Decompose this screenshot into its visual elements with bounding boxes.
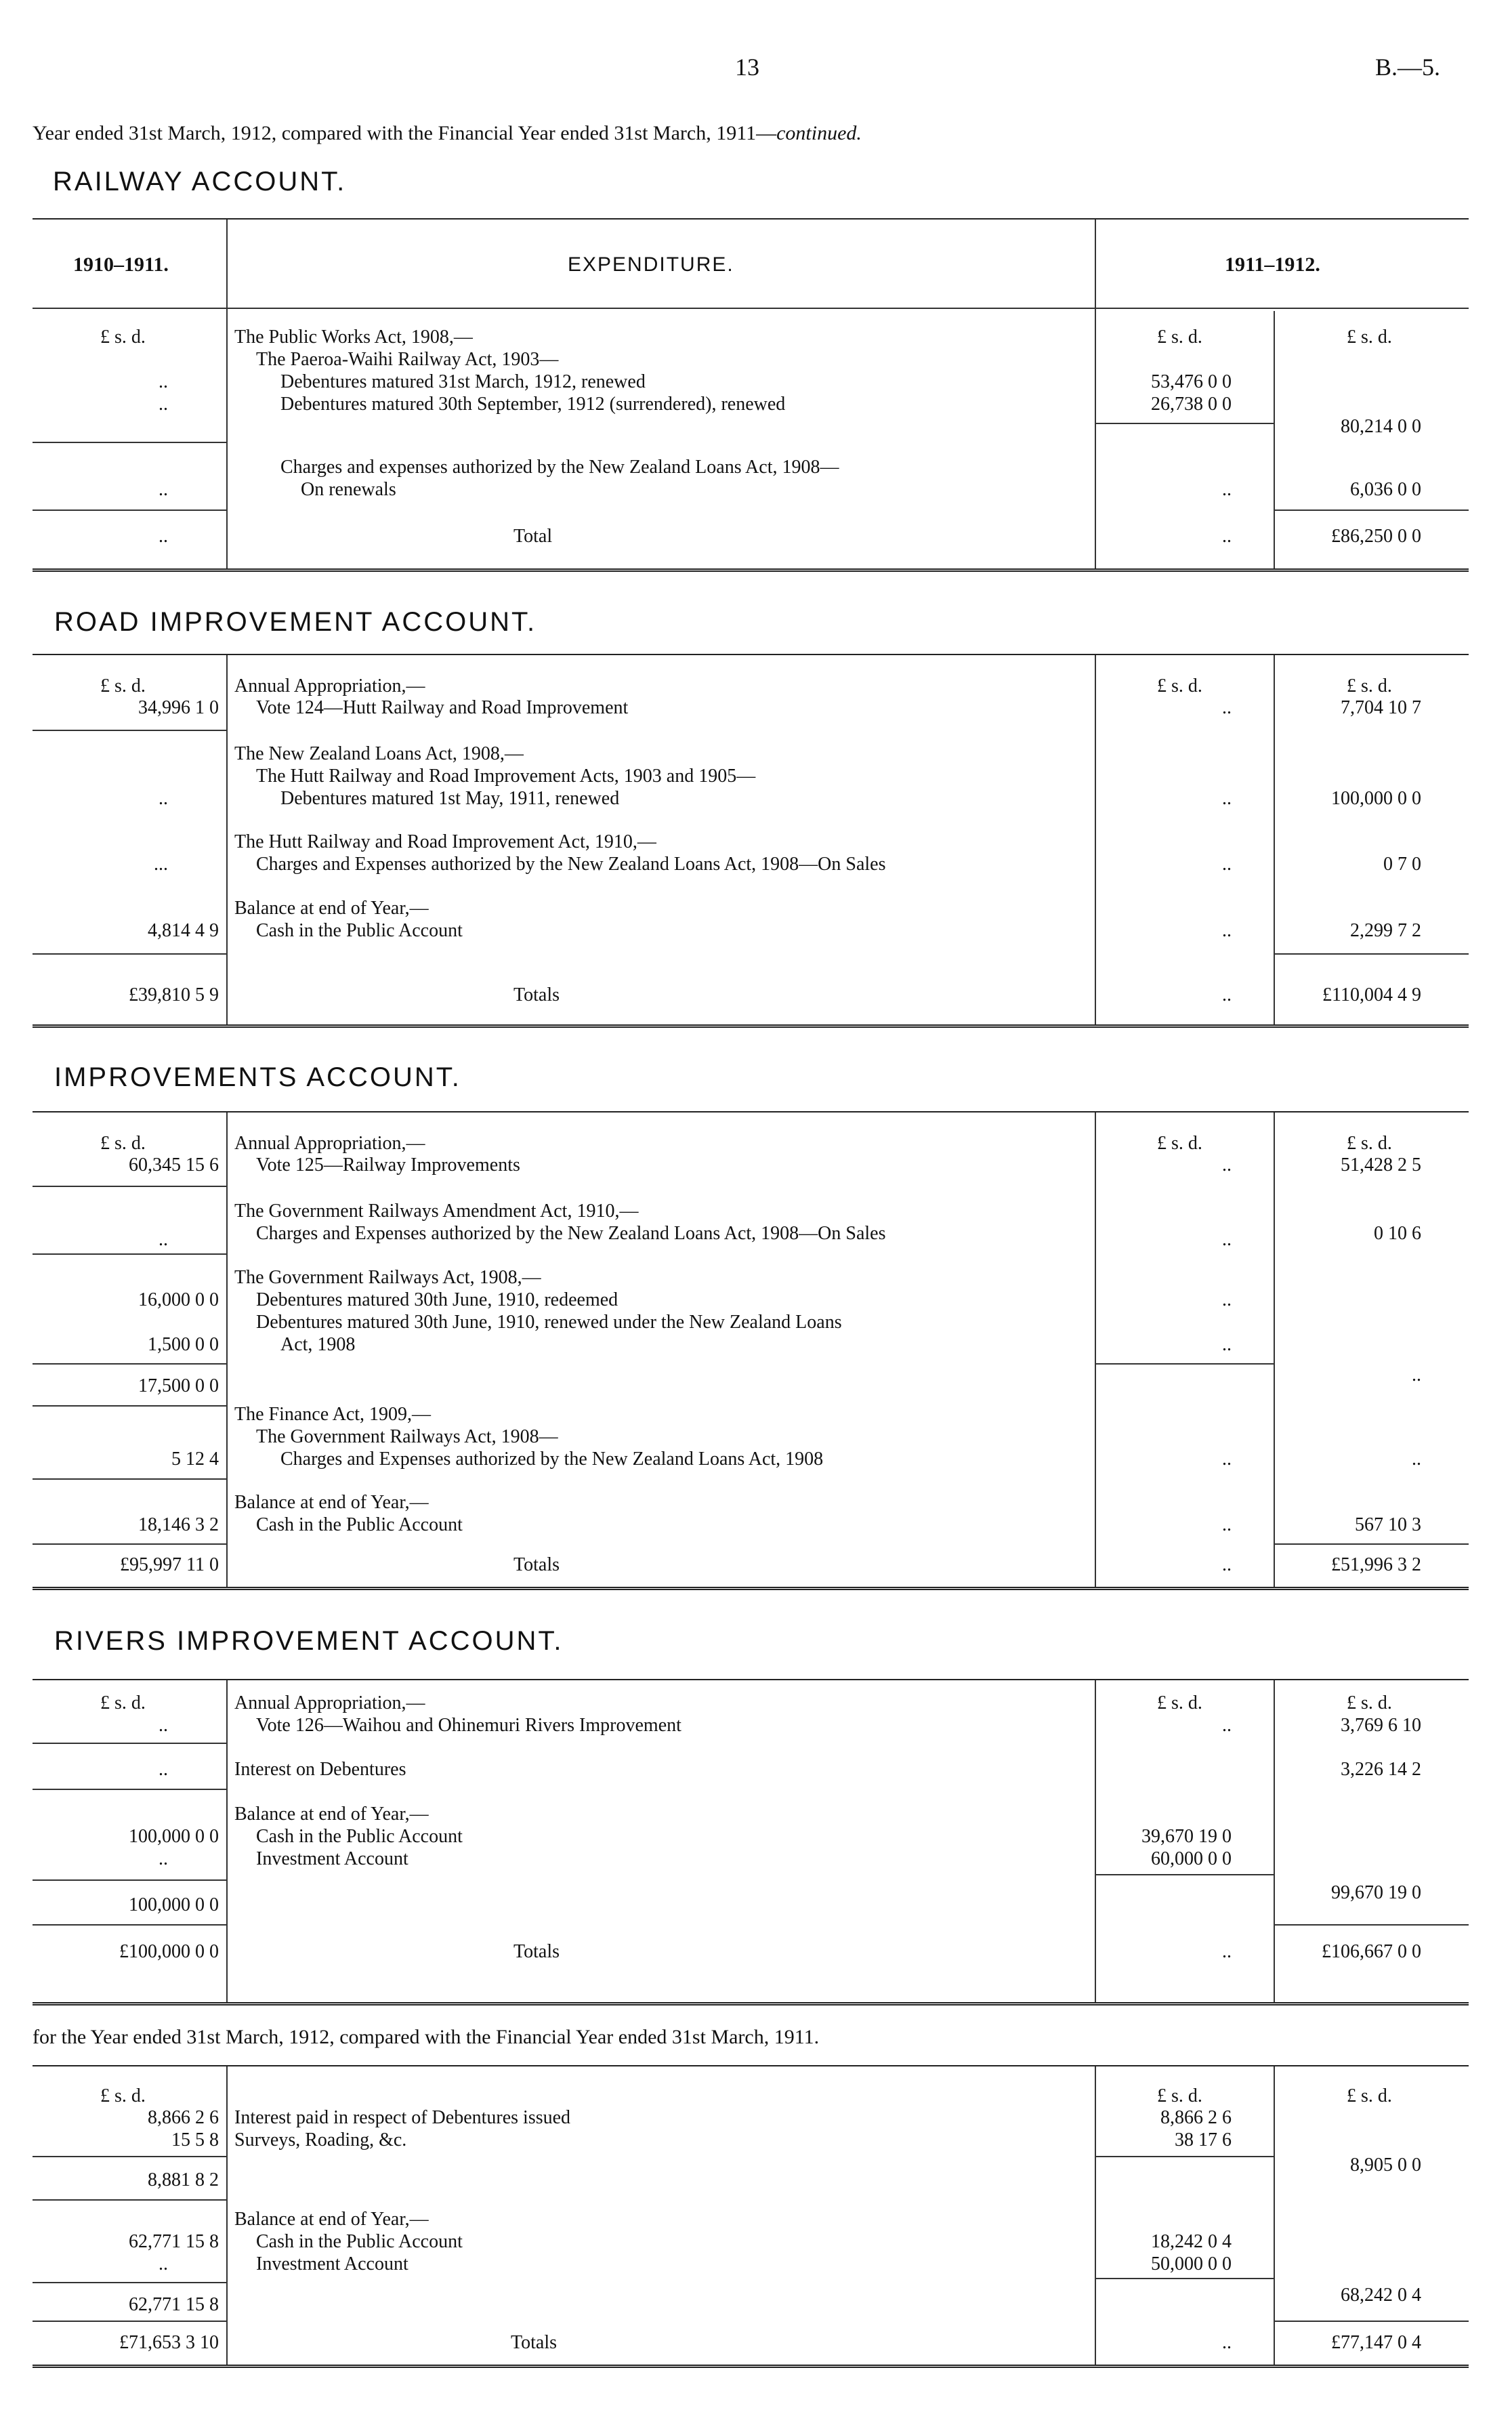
mid-amount: .. xyxy=(1222,920,1232,941)
column-1910-1911: 1910–1911. xyxy=(73,253,169,276)
left-amount: .. xyxy=(159,371,168,392)
right-amount: 100,000 0 0 xyxy=(1331,788,1421,809)
mid-amount: .. xyxy=(1222,1715,1232,1736)
left-total: £95,997 11 0 xyxy=(120,1554,219,1575)
left-amount: 34,996 1 0 xyxy=(138,697,219,718)
right-amount: 51,428 2 5 xyxy=(1341,1155,1421,1176)
mid-amount: 26,738 0 0 xyxy=(1151,394,1232,415)
right-total: £110,004 4 9 xyxy=(1322,984,1421,1005)
row-text: The Finance Act, 1909,— xyxy=(234,1404,432,1425)
mid-amount: .. xyxy=(1222,479,1232,500)
mid-amount: .. xyxy=(1222,1334,1232,1355)
mid-amount: .. xyxy=(1222,1554,1232,1575)
mid-amount: .. xyxy=(1222,2332,1232,2353)
road-account-title: ROAD IMPROVEMENT ACCOUNT. xyxy=(54,607,537,637)
left-amount: .. xyxy=(159,394,168,415)
improvements-account-table xyxy=(33,1111,1469,1590)
unit-left: £ s. d. xyxy=(100,2085,146,2106)
unit-mid: £ s. d. xyxy=(1157,675,1202,696)
row-text: Vote 125—Railway Improvements xyxy=(256,1155,520,1176)
left-amount: 5 12 4 xyxy=(171,1449,219,1470)
subtitle-continued: continued. xyxy=(776,122,862,144)
unit-right: £ s. d. xyxy=(1347,2085,1392,2106)
left-subtotal: 8,881 8 2 xyxy=(148,2169,219,2190)
page-subtitle xyxy=(33,122,862,145)
total-label: Totals xyxy=(511,2332,558,2353)
left-subtotal: 62,771 15 8 xyxy=(129,2294,219,2315)
left-amount: 100,000 0 0 xyxy=(129,1826,219,1847)
unit-mid: £ s. d. xyxy=(1157,327,1202,348)
mid-amount: .. xyxy=(1222,854,1232,875)
row-text: Balance at end of Year,— xyxy=(234,1492,429,1513)
mid-amount: .. xyxy=(1222,526,1232,547)
row-text: Cash in the Public Account xyxy=(256,2231,463,2252)
unit-right: £ s. d. xyxy=(1347,327,1392,348)
mid-amount: .. xyxy=(1222,1514,1232,1535)
row-text: The Hutt Railway and Road Improvement Act, 1910,— xyxy=(234,831,656,852)
right-amount: .. xyxy=(1412,1365,1421,1386)
rivers-account-table xyxy=(33,1679,1469,2005)
column-1911-1912: 1911–1912. xyxy=(1225,253,1320,276)
left-amount: 60,345 15 6 xyxy=(129,1155,219,1176)
left-amount: .. xyxy=(159,479,168,500)
total-label: Totals xyxy=(513,1554,560,1575)
left-amount: ... xyxy=(154,854,168,875)
row-text: Cash in the Public Account xyxy=(256,1826,463,1847)
right-amount: 80,214 0 0 xyxy=(1341,416,1421,437)
right-amount: 2,299 7 2 xyxy=(1350,920,1421,941)
row-text: Debentures matured 30th September, 1912 (surrendered), renewed xyxy=(280,394,786,415)
mid-amount: .. xyxy=(1222,1155,1232,1176)
mid-amount: 50,000 0 0 xyxy=(1151,2253,1232,2274)
left-amount: 4,814 4 9 xyxy=(148,920,219,941)
unit-left: £ s. d. xyxy=(100,327,146,348)
left-amount: .. xyxy=(159,1848,168,1869)
mid-amount: .. xyxy=(1222,1941,1232,1962)
row-text: Debentures matured 31st March, 1912, renewed xyxy=(280,371,646,392)
unit-right: £ s. d. xyxy=(1347,1133,1392,1154)
left-subtotal: 100,000 0 0 xyxy=(129,1894,219,1915)
right-amount: 0 7 0 xyxy=(1383,854,1421,875)
total-label: Totals xyxy=(513,1941,560,1962)
row-text: Charges and Expenses authorized by the New Zealand Loans Act, 1908—On Sales xyxy=(256,854,886,875)
mid-amount: 39,670 19 0 xyxy=(1141,1826,1232,1847)
row-text: Act, 1908 xyxy=(280,1334,356,1355)
left-amount: .. xyxy=(159,1715,168,1736)
mid-amount: 53,476 0 0 xyxy=(1151,371,1232,392)
road-account-table xyxy=(33,654,1469,1028)
unit-mid: £ s. d. xyxy=(1157,1133,1202,1154)
right-amount: 68,242 0 4 xyxy=(1341,2285,1421,2306)
mid-amount: .. xyxy=(1222,788,1232,809)
right-total: £77,147 0 4 xyxy=(1331,2332,1421,2353)
left-amount: .. xyxy=(159,2253,168,2274)
bottom-subtitle: for the Year ended 31st March, 1912, compared with the Financial Year ended 31st March, 1911. xyxy=(33,2026,820,2048)
unit-mid: £ s. d. xyxy=(1157,2085,1202,2106)
subtitle-text: Year ended 31st March, 1912, compared with the Financial Year ended 31st March, 1911— xyxy=(33,122,777,144)
improvements-account-title: IMPROVEMENTS ACCOUNT. xyxy=(54,1062,461,1092)
page-number: 13 xyxy=(735,54,759,81)
row-text: Vote 126—Waihou and Ohinemuri Rivers Improvement xyxy=(256,1715,681,1736)
right-amount: 6,036 0 0 xyxy=(1350,479,1421,500)
row-text: The Government Railways Act, 1908— xyxy=(256,1426,558,1447)
row-text: On renewals xyxy=(301,479,396,500)
mid-amount: .. xyxy=(1222,984,1232,1005)
row-text: Balance at end of Year,— xyxy=(234,2209,429,2230)
rivers-account-title: RIVERS IMPROVEMENT ACCOUNT. xyxy=(54,1626,564,1656)
mid-amount: 8,866 2 6 xyxy=(1160,2107,1232,2128)
left-amount: 62,771 15 8 xyxy=(129,2231,219,2252)
row-text: Annual Appropriation,— xyxy=(234,1692,425,1713)
left-amount: 18,146 3 2 xyxy=(138,1514,219,1535)
row-text: The New Zealand Loans Act, 1908,— xyxy=(234,743,524,764)
row-text: Cash in the Public Account xyxy=(256,920,463,941)
right-total: £86,250 0 0 xyxy=(1331,526,1421,547)
row-text: Cash in the Public Account xyxy=(256,1514,463,1535)
row-text: Annual Appropriation,— xyxy=(234,675,425,696)
left-subtotal: 17,500 0 0 xyxy=(138,1375,219,1396)
column-expenditure: EXPENDITURE. xyxy=(568,253,734,276)
unit-right: £ s. d. xyxy=(1347,1692,1392,1713)
debenture-interest-table xyxy=(33,2065,1469,2368)
left-amount: .. xyxy=(159,1229,168,1250)
row-text: The Government Railways Amendment Act, 1910,— xyxy=(234,1201,639,1222)
left-amount: 8,866 2 6 xyxy=(148,2107,219,2128)
railway-account-title: RAILWAY ACCOUNT. xyxy=(53,167,347,196)
row-text: Balance at end of Year,— xyxy=(234,1804,429,1825)
right-amount: 3,769 6 10 xyxy=(1341,1715,1421,1736)
unit-left: £ s. d. xyxy=(100,675,146,696)
row-text: Investment Account xyxy=(256,1848,408,1869)
unit-mid: £ s. d. xyxy=(1157,1692,1202,1713)
mid-amount: .. xyxy=(1222,1449,1232,1470)
row-text: Vote 124—Hutt Railway and Road Improvement xyxy=(256,697,629,718)
right-amount: 567 10 3 xyxy=(1355,1514,1421,1535)
left-amount: 16,000 0 0 xyxy=(138,1289,219,1310)
right-amount: 7,704 10 7 xyxy=(1341,697,1421,718)
right-amount: 8,905 0 0 xyxy=(1350,2155,1421,2176)
right-amount: 3,226 14 2 xyxy=(1341,1759,1421,1780)
row-text: Charges and Expenses authorized by the New Zealand Loans Act, 1908—On Sales xyxy=(256,1223,886,1244)
left-amount: 15 5 8 xyxy=(171,2129,219,2150)
left-total: £71,653 3 10 xyxy=(119,2332,219,2353)
row-text: Charges and expenses authorized by the New Zealand Loans Act, 1908— xyxy=(280,457,839,478)
unit-left: £ s. d. xyxy=(100,1692,146,1713)
row-text: Debentures matured 30th June, 1910, renewed under the New Zealand Loans xyxy=(256,1312,842,1333)
left-total: £100,000 0 0 xyxy=(119,1941,219,1962)
right-total: £51,996 3 2 xyxy=(1331,1554,1421,1575)
row-text: Annual Appropriation,— xyxy=(234,1133,425,1154)
mid-amount: 60,000 0 0 xyxy=(1151,1848,1232,1869)
row-text: The Public Works Act, 1908,— xyxy=(234,327,473,348)
right-amount: .. xyxy=(1412,1449,1421,1470)
unit-left: £ s. d. xyxy=(100,1133,146,1154)
mid-amount: .. xyxy=(1222,1229,1232,1250)
row-text: The Hutt Railway and Road Improvement Acts, 1903 and 1905— xyxy=(256,766,756,787)
mid-amount: .. xyxy=(1222,697,1232,718)
unit-right: £ s. d. xyxy=(1347,675,1392,696)
right-amount: 99,670 19 0 xyxy=(1331,1882,1421,1903)
row-text: The Government Railways Act, 1908,— xyxy=(234,1267,541,1288)
total-label: Totals xyxy=(513,984,560,1005)
mid-amount: 38 17 6 xyxy=(1175,2129,1232,2150)
left-total: £39,810 5 9 xyxy=(129,984,219,1005)
mid-amount: 18,242 0 4 xyxy=(1151,2231,1232,2252)
right-total: £106,667 0 0 xyxy=(1322,1941,1421,1962)
row-text: Interest paid in respect of Debentures issued xyxy=(234,2107,571,2128)
left-amount: .. xyxy=(159,788,168,809)
row-text: Charges and Expenses authorized by the New Zealand Loans Act, 1908 xyxy=(280,1449,824,1470)
row-text: Interest on Debentures xyxy=(234,1759,406,1780)
mid-amount: .. xyxy=(1222,1289,1232,1310)
row-text: Debentures matured 1st May, 1911, renewed xyxy=(280,788,620,809)
row-text: Surveys, Roading, &c. xyxy=(234,2129,407,2150)
row-text: The Paeroa-Waihi Railway Act, 1903— xyxy=(256,349,559,370)
left-amount: .. xyxy=(159,1759,168,1780)
row-text: Debentures matured 30th June, 1910, redeemed xyxy=(256,1289,618,1310)
total-label: Total xyxy=(513,526,553,547)
left-amount: 1,500 0 0 xyxy=(148,1334,219,1355)
railway-account-table xyxy=(33,218,1469,572)
left-amount: .. xyxy=(159,526,168,547)
row-text: Balance at end of Year,— xyxy=(234,898,429,919)
row-text: Investment Account xyxy=(256,2253,408,2274)
right-amount: 0 10 6 xyxy=(1374,1223,1421,1244)
document-reference: B.—5. xyxy=(1375,54,1441,81)
